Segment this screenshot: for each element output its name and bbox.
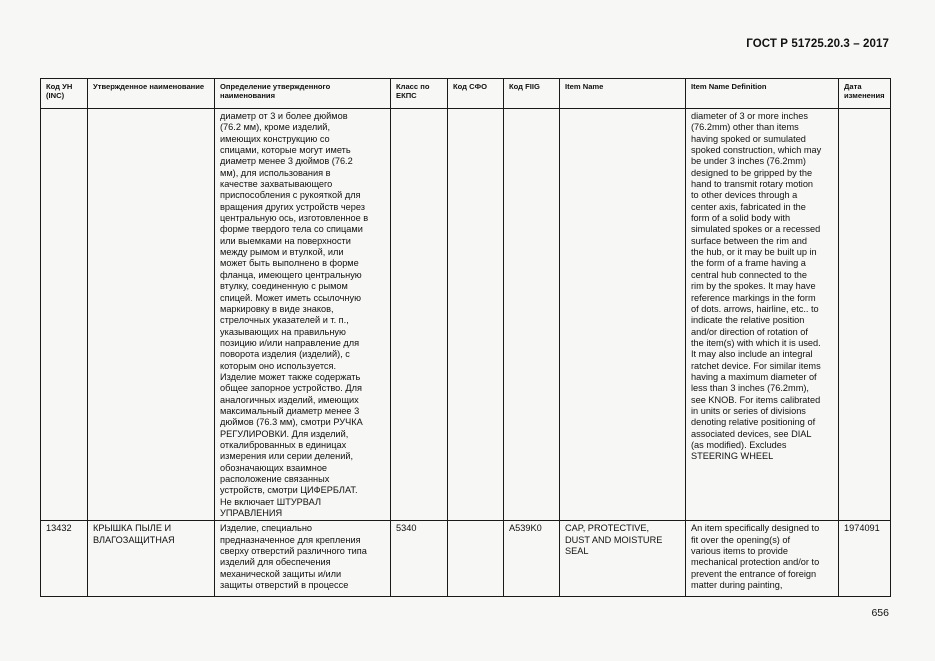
document-standard-title: ГОСТ Р 51725.20.3 – 2017 [746,38,889,50]
table-header-row [41,79,891,109]
col-header-item-name-definition: Item Name Definition [686,79,839,109]
definition-en-text: diameter of 3 or more inches (76.2mm) other than items having spoked or sumulated spoked construction, which may be under 3 inches (76.2mm) designed to be gripped by the hand to transmit rotary motion to other devices through a center axis, fabricated in the form of a solid body with simulated spokes or a recessed surface between the rim and the hub, or it may be built up in the form of a frame having a central hub connected to the rim by the spokes. It may have reference markings in the form of dots. arrows, hairline, etc.. to indicate the relative position and/or direction of rotation of the item(s) with which it is used. It may also include an integral ratchet device. For similar items having a maximum diameter of less than 3 inches (76.2mm), see KNOB. For items calibrated in units or series of divisions denoting relative positioning of associated devices, see DIAL (as modified). Excludes STEERING WHEEL [691,111,822,462]
fiig-code-text: A539K0 [509,523,542,534]
cell-ekps-class [391,521,448,597]
cell-definition-ru [215,109,391,521]
cell-inc [41,521,88,597]
cell-definition-ru [215,521,391,597]
cell-item-name [560,521,686,597]
col-header-inc: Код УН (INC) [41,79,88,109]
inc-code: 13432 [46,523,72,534]
table-row [41,521,891,597]
table-row [41,109,891,521]
cell-change-date [839,521,891,597]
cell-sfo-code [448,521,504,597]
cell-sfo-code [448,109,504,521]
definition-ru-text: диаметр от 3 и более дюймов (76.2 мм), кроме изделий, имеющих конструкцию со спицами, которые могут иметь диаметр менее 3 дюймов (76.2 мм), для использования в качестве захватывающего приспособления с рукояткой для вращения других устройств через центральную ось, изготовленное в форме твердого тела со спицами или выемками на поверхности между рымом и втулкой, или может быть выполнено в форме фланца, имеющего центральную втулку, соединенную с рымом спицей. Может иметь ссылочную маркировку в виде знаков, стрелочных указателей и т. п., указывающих на правильную позицию и/или направление для поворота изделия (изделий), с которым оно используется. Изделие может также содержать общее запорное устройство. Для аналогичных изделий, имеющих максимальный диаметр менее 3 дюймов (76.3 мм), смотри РУЧКА РЕГУЛИРОВКИ. Для изделий, откалиброванных в единицах измерения или серии делений, обозначающих взаимное расположение связанных устройств, смотри ЦИФЕРБЛАТ. Не включает ШТУРВАЛ УПРАВЛЕНИЯ [220,111,369,519]
ekps-class-text: 5340 [396,523,417,534]
codification-table [40,78,891,597]
page-number: 656 [871,607,889,619]
cell-approved-name [88,109,215,521]
definition-ru-text: Изделие, специально предназначенное для крепления сверху отверстий различного типа изделий для обеспечения механической защиты и/или защиты отверстий в процессе [220,523,367,591]
col-header-item-name: Item Name [560,79,686,109]
cell-ekps-class [391,109,448,521]
cell-definition-en [686,109,839,521]
col-header-ekps-class: Класс по ЕКПС [391,79,448,109]
cell-fiig-code [504,521,560,597]
cell-approved-name [88,521,215,597]
col-header-name-definition: Определение утвержденного наименования [215,79,391,109]
item-name-text: CAP, PROTECTIVE, DUST AND MOISTURE SEAL [565,523,663,557]
definition-en-text: An item specifically designed to fit over the opening(s) of various items to provide mechanical protection and/or to prevent the entrance of foreign matter during painting, [691,523,820,591]
change-date-text: 1974091 [844,523,880,534]
cell-item-name [560,109,686,521]
col-header-approved-name: Утвержденное наименование [88,79,215,109]
col-header-change-date: Дата изменения [839,79,891,109]
cell-definition-en [686,521,839,597]
col-header-sfo-code: Код СФО [448,79,504,109]
col-header-fiig-code: Код FIIG [504,79,560,109]
cell-change-date [839,109,891,521]
cell-fiig-code [504,109,560,521]
approved-name-text: КРЫШКА ПЫЛЕ И ВЛАГОЗАЩИТНАЯ [93,523,175,545]
cell-inc [41,109,88,521]
